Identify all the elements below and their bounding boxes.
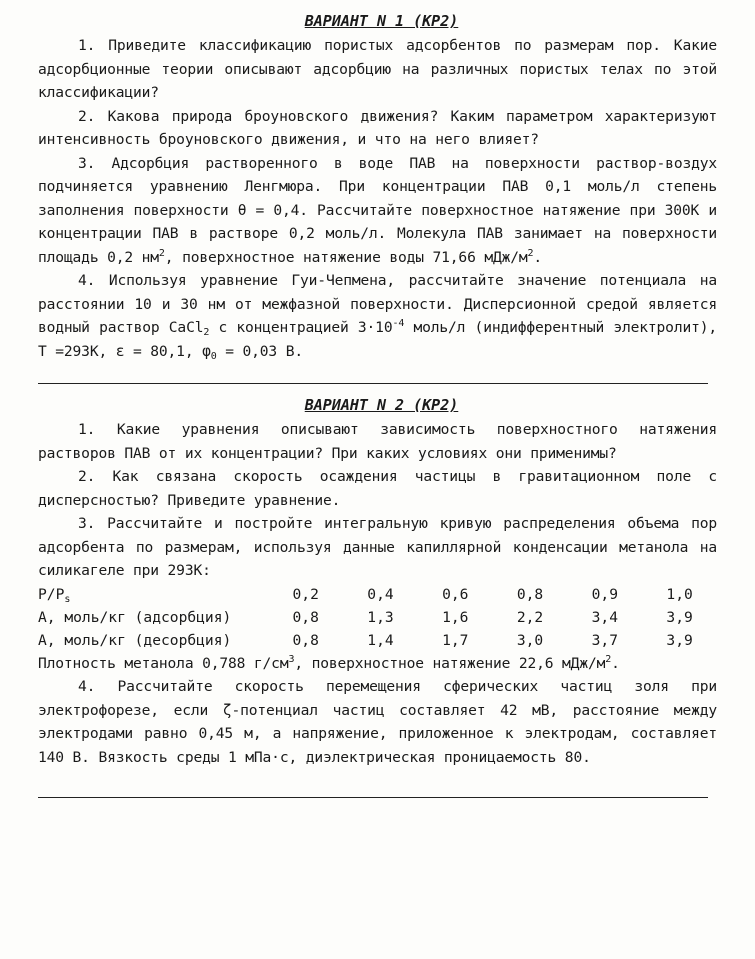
subscript: s [64,593,71,605]
subscript: 2 [203,327,210,338]
table-cell: 0,8 [292,631,319,649]
capillary-condensation-table [38,583,717,652]
table-cell: 1,4 [367,631,394,649]
table-row-label: А, моль/кг (адсорбция) [38,608,232,626]
variant-1-question-2: 2. Какова природа броуновского движения? Каким параметром характеризуют интенсивность броуновского движения, и что на него влияет? [38,107,717,148]
variant-1-question-4 [38,269,717,363]
table-cell: 0,4 [367,585,394,603]
table-cell: 1,0 [666,585,693,603]
table-cell: 3,4 [591,608,618,626]
table-cell: 2,2 [516,608,544,626]
question-4-text: 4. Используя уравнение Гуи-Чепмена, рассчитайте значение потенциала на расстоянии 10 и 30 нм от межфазной поверхности. Дисперсионной средой является водный раствор CaCl [38,272,717,336]
variant-2-question-4: 4. Рассчитайте скорость перемещения сферических частиц золя при электрофорезе, если ζ-потенциал частиц составляет 42 мВ, расстояние между электродами равно 0,45 м, а напряжение, приложенное к электродам, составляет 140 В. Вязкость среды 1 мПа·с, диэлектрическая проницаемость 80. [38,678,717,766]
variant-1 [38,10,717,363]
table-cell: 3,7 [591,631,618,649]
variant-1-title: ВАРИАНТ N 1 (КР2) [304,12,459,30]
variant-2-question-3: 3. Рассчитайте и постройте интегральную кривую распределения объема пор адсорбента по размерам, используя данные капиллярной конденсации метанола на силикагеле при 293К: [38,515,717,579]
table-cell: 0,6 [442,585,469,603]
table-cell: 1,3 [367,608,394,626]
question-3-text: 3. Адсорбция растворенного в воде ПАВ на поверхности раствор-воздух подчиняется уравнению Ленгмюра. При концентрации ПАВ 0,1 моль/л степень заполнения поверхности θ = 0,4. Рассчитайте поверхностное натяжение при 300К и концентрации ПАВ в растворе 0,2 моль/л. Молекула ПАВ занимает на поверхности площадь 0,2 нм [38,154,717,266]
superscript: 3 [288,653,295,665]
subscript: 0 [210,350,217,362]
table-header-label [38,583,268,606]
table-cell: 0,2 [292,585,319,603]
question-3-text: . [533,248,543,266]
table-row-label: А, моль/кг (десорбция) [38,631,232,649]
constants-text: , поверхностное натяжение 22,6 мДж/м [294,654,606,672]
question-4-text: с концентрацией 3·10 [209,319,393,336]
table-cell: 1,6 [442,608,469,626]
variant-2 [38,394,717,769]
table-row [38,606,717,629]
superscript: 2 [527,247,534,259]
header-label-text: P/P [38,585,65,603]
table-cell: 0,8 [516,585,544,603]
variant-2-question-2: 2. Как связана скорость осаждения частицы в гравитационном поле с дисперсностью? Приведите уравнение. [38,468,717,509]
question-4-text: моль/л (индифферентный электролит), T =293К, ε = 80,1, φ [38,319,717,360]
table-cell: 0,9 [591,585,618,603]
question-3-text: , поверхностное натяжение воды 71,66 мДж/м [164,248,528,266]
superscript: 2 [605,653,612,665]
question-4-text: = 0,03 В. [216,342,303,360]
variant-1-question-1: 1. Приведите классификацию пористых адсорбентов по размерам пор. Какие адсорбционные теории описывают адсорбцию на различных пористых телах по этой классификации? [38,37,717,101]
table-cell: 1,7 [442,631,469,649]
constants-text: . [611,654,620,672]
superscript: -4 [392,318,405,329]
constants-text: Плотность метанола 0,788 г/см [38,654,289,672]
variant-1-question-3 [38,152,717,270]
variant-2-question-1: 1. Какие уравнения описывают зависимость поверхностного натяжения растворов ПАВ от их концентрации? При каких условиях они применимы? [38,421,717,462]
table-cell: 3,0 [516,631,544,649]
section-divider [38,383,708,384]
variant-2-title: ВАРИАНТ N 2 (КР2) [304,396,459,414]
table-cell: 3,9 [666,631,693,649]
table-cell: 0,8 [292,608,319,626]
table-cell: 3,9 [666,608,693,626]
superscript: 2 [158,247,165,259]
table-row [38,629,717,652]
variant-2-question-3-constants [38,652,717,676]
section-divider-bottom [38,797,708,798]
table-header-row [38,583,717,606]
